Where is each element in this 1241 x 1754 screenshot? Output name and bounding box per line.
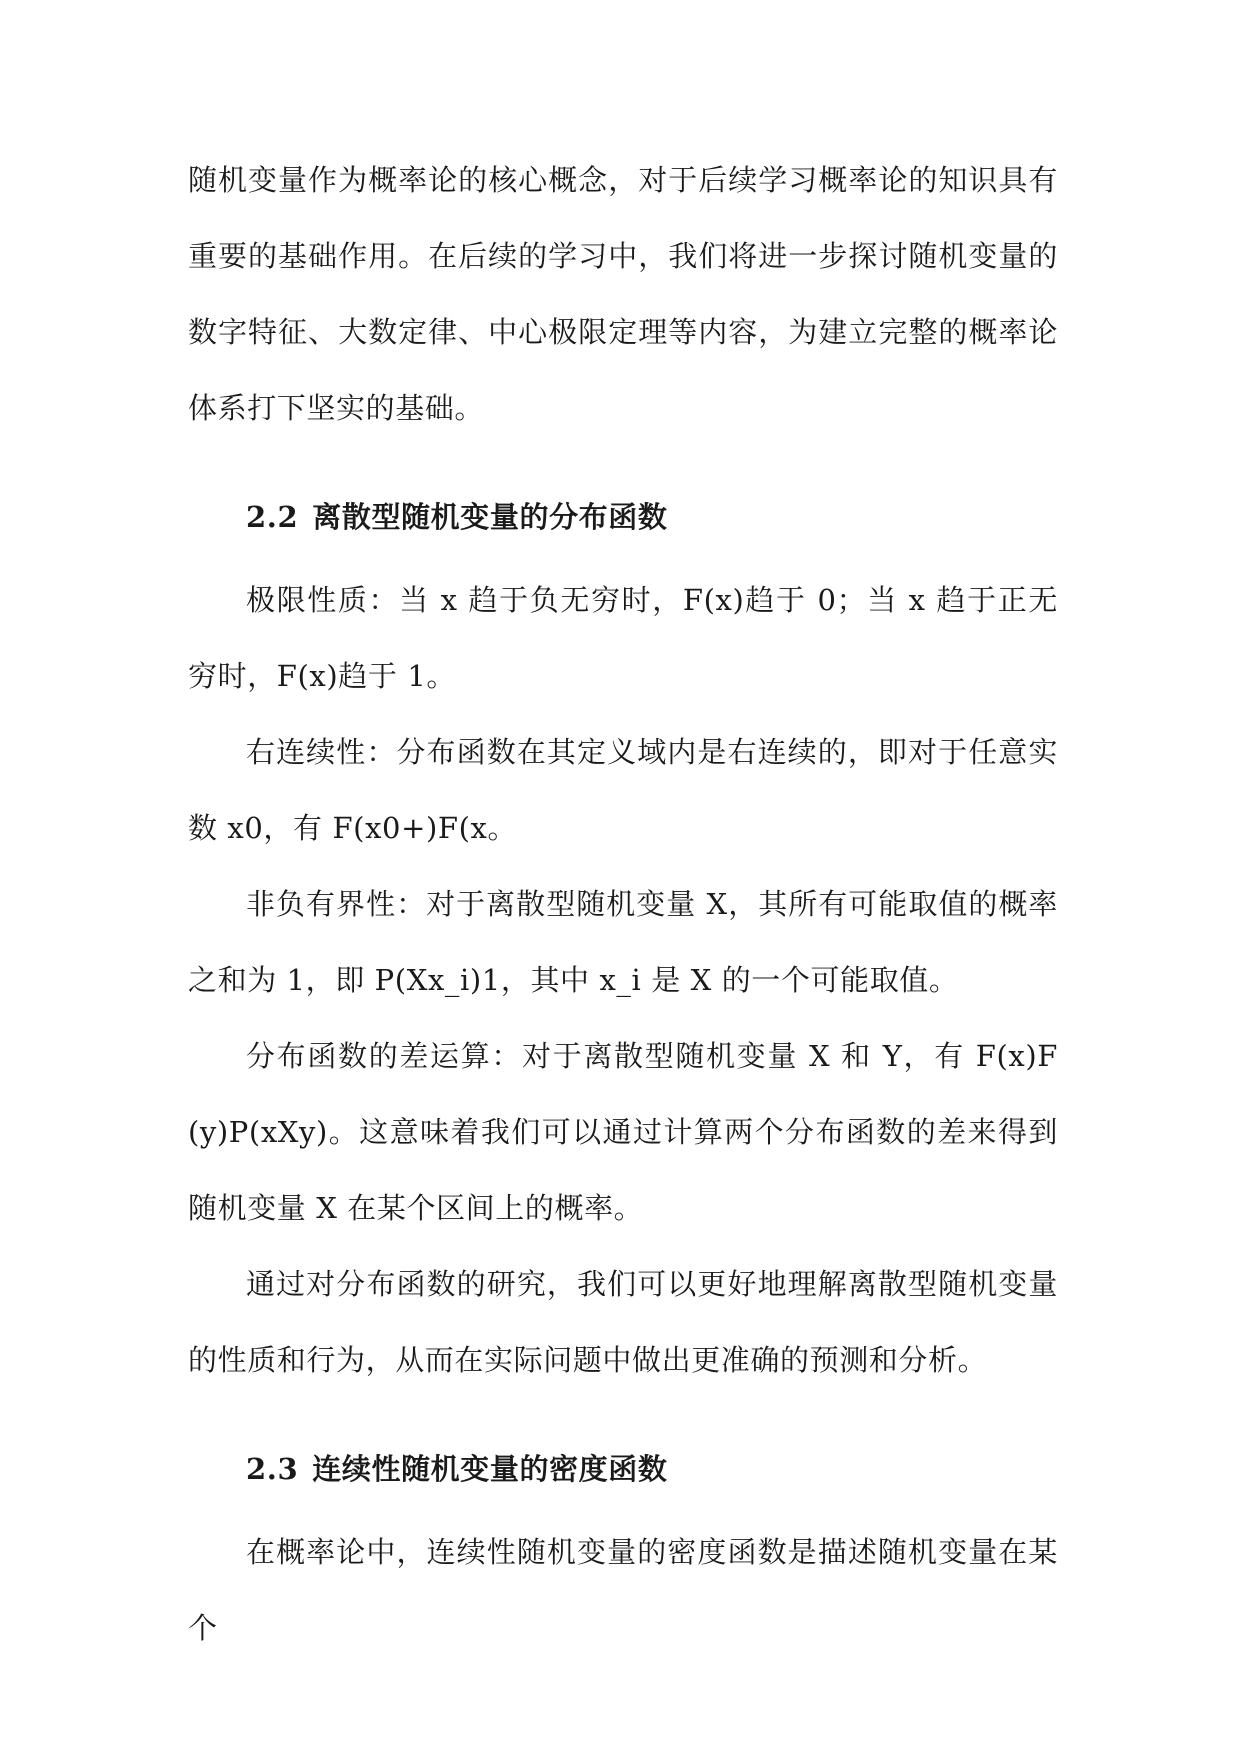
section-heading-2-2	[188, 484, 1058, 550]
paragraph-summary: 通过对分布函数的研究，我们可以更好地理解离散型随机变量的性质和行为，从而在实际问题中做出更准确的预测和分析。	[188, 1267, 1058, 1377]
section-number: 2.3	[246, 1452, 299, 1486]
document-body	[188, 142, 1058, 1666]
section-heading-2-3	[188, 1436, 1058, 1502]
paragraph-difference-operation: 分布函数的差运算：对于离散型随机变量 X 和 Y，有 F(x)F(y)P(xXy)。这意味着我们可以通过计算两个分布函数的差来得到随机变量 X 在某个区间上的概率。	[188, 1039, 1058, 1225]
paragraph-limit-property: 极限性质：当 x 趋于负无穷时，F(x)趋于 0；当 x 趋于正无穷时，F(x)趋于 1。	[188, 583, 1058, 693]
paragraph-density-intro: 在概率论中，连续性随机变量的密度函数是描述随机变量在某个	[188, 1535, 1058, 1645]
section-number: 2.2	[246, 500, 299, 534]
intro-paragraph: 随机变量作为概率论的核心概念，对于后续学习概率论的知识具有重要的基础作用。在后续的学习中，我们将进一步探讨随机变量的数字特征、大数定律、中心极限定理等内容，为建立完整的概率论体系打下坚实的基础。	[188, 163, 1058, 425]
section-title: 连续性随机变量的密度函数	[312, 1452, 668, 1486]
paragraph-nonnegative-bounded: 非负有界性：对于离散型随机变量 X，其所有可能取值的概率之和为 1，即 P(Xx_i)1，其中 x_i 是 X 的一个可能取值。	[188, 887, 1058, 997]
section-title: 离散型随机变量的分布函数	[312, 500, 668, 534]
paragraph-right-continuity: 右连续性：分布函数在其定义域内是右连续的，即对于任意实数 x0，有 F(x0+)F(x。	[188, 735, 1058, 845]
